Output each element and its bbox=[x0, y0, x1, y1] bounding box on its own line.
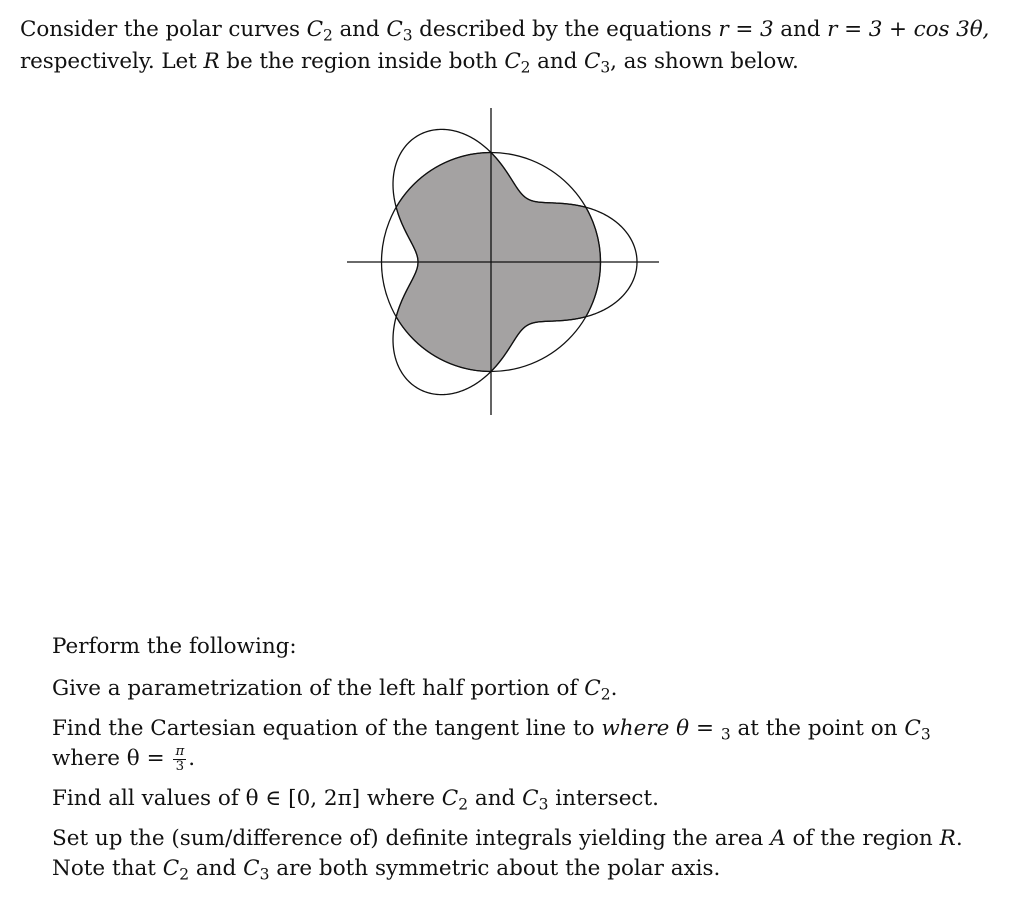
equation-circle: r = 3 bbox=[718, 17, 774, 42]
curve-c2-symbol: C bbox=[306, 17, 323, 42]
intro-line-1: Consider the polar curves $C_2$ and $C_3$ described by the equations r = 3 and r = 3 + cos 3θ, bbox=[20, 17, 990, 45]
task-2: Find the Cartesian equation of the tangent line to where θ = $_3$ at the point on $C_3$ where θ = $\frac{\pi}{3}$ . bbox=[52, 716, 931, 774]
curve-c3-symbol: C bbox=[386, 17, 403, 42]
intro-line-2: respectively. Let R be the region inside both $C_2$ and $C_3$, as shown below. bbox=[20, 49, 799, 77]
region-symbol: R bbox=[203, 49, 220, 74]
task-list bbox=[52, 632, 992, 894]
task-1: Give a parametrization of the left half portion of $C_2$. bbox=[52, 676, 618, 704]
task-3: Find all values of θ ∈ [0, 2π] where $C_2$ and $C_3$ intersect. bbox=[52, 786, 659, 814]
task-4: Set up the (sum/difference of) definite integrals yielding the area A of the region R. Note that $C_2$ and $C_3$ are both symmetric about the polar axis. bbox=[52, 826, 963, 884]
tasks-heading: Perform the following: bbox=[52, 634, 297, 659]
equation-rose: r = 3 + cos 3θ, bbox=[827, 17, 990, 42]
fraction-pi-over-3: $\frac{\pi}{3}$ bbox=[175, 743, 185, 774]
